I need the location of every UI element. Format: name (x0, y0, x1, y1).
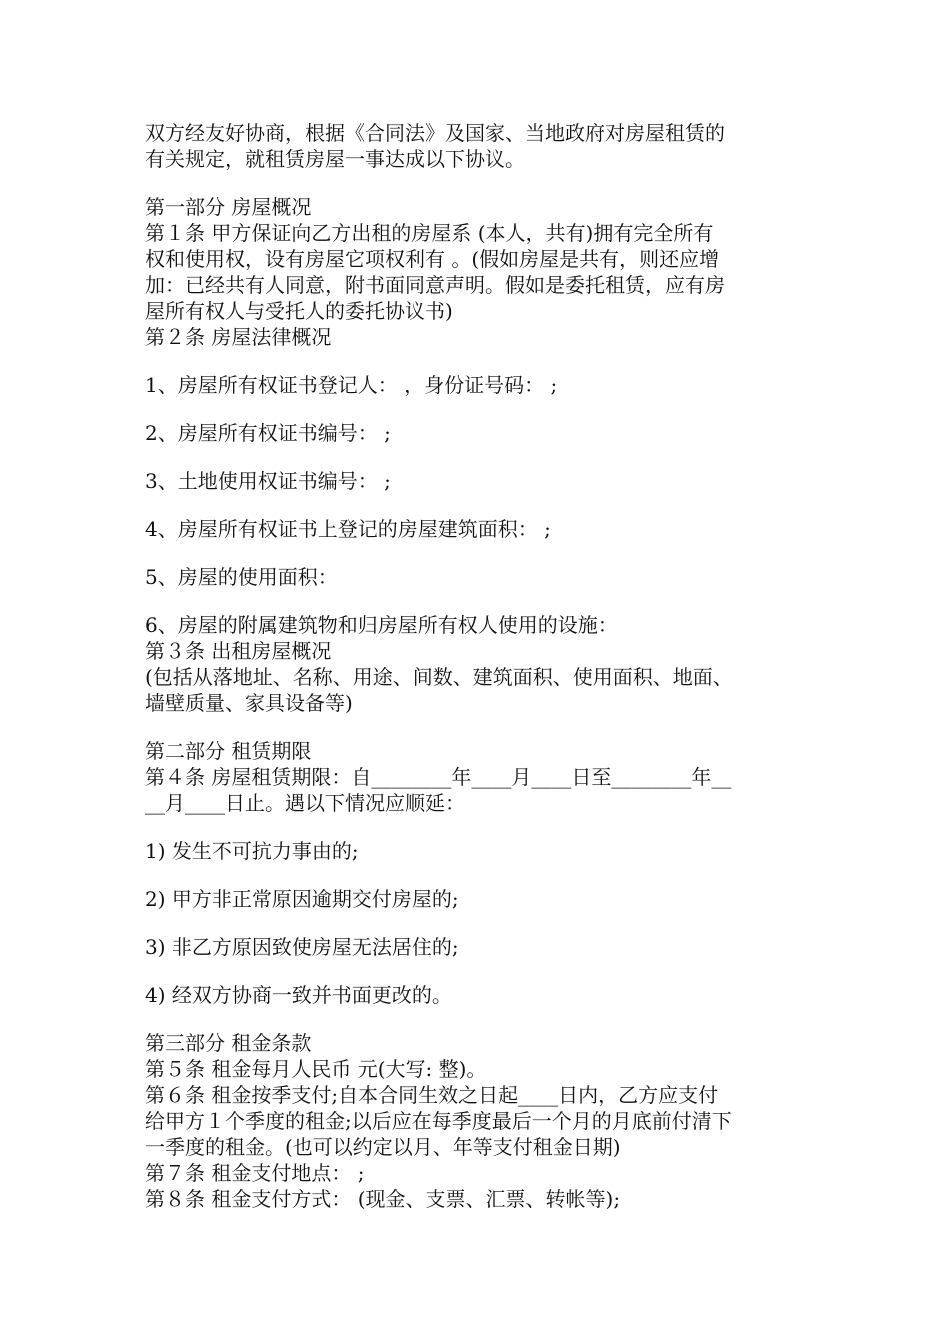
paragraph-gap (145, 494, 815, 516)
article-5: 第５条 租金每月人民币 元(大写: 整)。 (145, 1057, 487, 1081)
paragraph-gap (145, 1008, 815, 1030)
section-heading-part-3: 第三部分 租金条款 (145, 1031, 312, 1055)
condition-item-3: 3) 非乙方原因致使房屋无法居住的; (145, 935, 459, 959)
article-7: 第７条 租金支付地点： ; (145, 1161, 365, 1185)
article-1-line-2: 权和使用权，设有房屋它项权利有 。(假如房屋是共有，则还应增 (145, 247, 720, 271)
paragraph-gap (145, 960, 815, 982)
article-3-line-2: 墙壁质量、家具设备等) (145, 691, 353, 715)
paragraph-gap (145, 816, 815, 838)
paragraph-gap (145, 446, 815, 468)
article-2-heading: 第２条 房屋法律概况 (145, 325, 332, 349)
article-3-line-1: (包括从落地址、名称、用途、间数、建筑面积、使用面积、地面、 (145, 665, 733, 689)
list-item-1: 1、房屋所有权证书登记人： ，身份证号码： ; (145, 373, 558, 397)
document-body (145, 120, 815, 1212)
paragraph-gap (145, 912, 815, 934)
paragraph-gap (145, 590, 815, 612)
article-1-line-1: 第１条 甲方保证向乙方出租的房屋系 (本人，共有)拥有完全所有 (145, 221, 714, 245)
article-1-line-4: 屋所有权人与受托人的委托协议书) (145, 299, 453, 323)
list-item-5: 5、房屋的使用面积： (145, 565, 338, 589)
article-3-heading: 第３条 出租房屋概况 (145, 639, 332, 663)
section-heading-part-2: 第二部分 租赁期限 (145, 739, 312, 763)
article-6-line-3: 一季度的租金。(也可以约定以月、年等支付租金日期) (145, 1135, 621, 1159)
condition-item-1: 1) 发生不可抗力事由的; (145, 839, 359, 863)
intro-line-2: 有关规定，就租赁房屋一事达成以下协议。 (145, 147, 525, 171)
article-1-line-3: 加：已经共有人同意，附书面同意声明。假如是委托租赁，应有房 (145, 273, 725, 297)
paragraph-gap (145, 398, 815, 420)
paragraph-gap (145, 172, 815, 194)
article-4-line-1: 第４条 房屋租赁期限：自________年____月____日至________年__ (145, 765, 732, 789)
condition-item-4: 4) 经双方协商一致并书面更改的。 (145, 983, 452, 1007)
paragraph-gap (145, 350, 815, 372)
paragraph-gap (145, 864, 815, 886)
intro-line-1: 双方经友好协商，根据《合同法》及国家、当地政府对房屋租赁的 (145, 121, 725, 145)
condition-item-2: 2) 甲方非正常原因逾期交付房屋的; (145, 887, 459, 911)
article-6-line-2: 给甲方１个季度的租金;以后应在每季度最后一个月的月底前付清下 (145, 1109, 732, 1133)
section-heading-part-1: 第一部分 房屋概况 (145, 195, 312, 219)
list-item-6: 6、房屋的附属建筑物和归房屋所有权人使用的设施： (145, 613, 618, 637)
article-6-line-1: 第６条 租金按季支付;自本合同生效之日起____日内，乙方应支付 (145, 1083, 719, 1107)
list-item-4: 4、房屋所有权证书上登记的房屋建筑面积： ; (145, 517, 551, 541)
list-item-3: 3、土地使用权证书编号： ; (145, 469, 391, 493)
list-item-2: 2、房屋所有权证书编号： ; (145, 421, 391, 445)
paragraph-gap (145, 542, 815, 564)
article-8: 第８条 租金支付方式： (现金、支票、汇票、转帐等); (145, 1187, 621, 1211)
article-4-line-2: __月____日止。遇以下情况应顺延： (145, 791, 465, 815)
paragraph-gap (145, 716, 815, 738)
